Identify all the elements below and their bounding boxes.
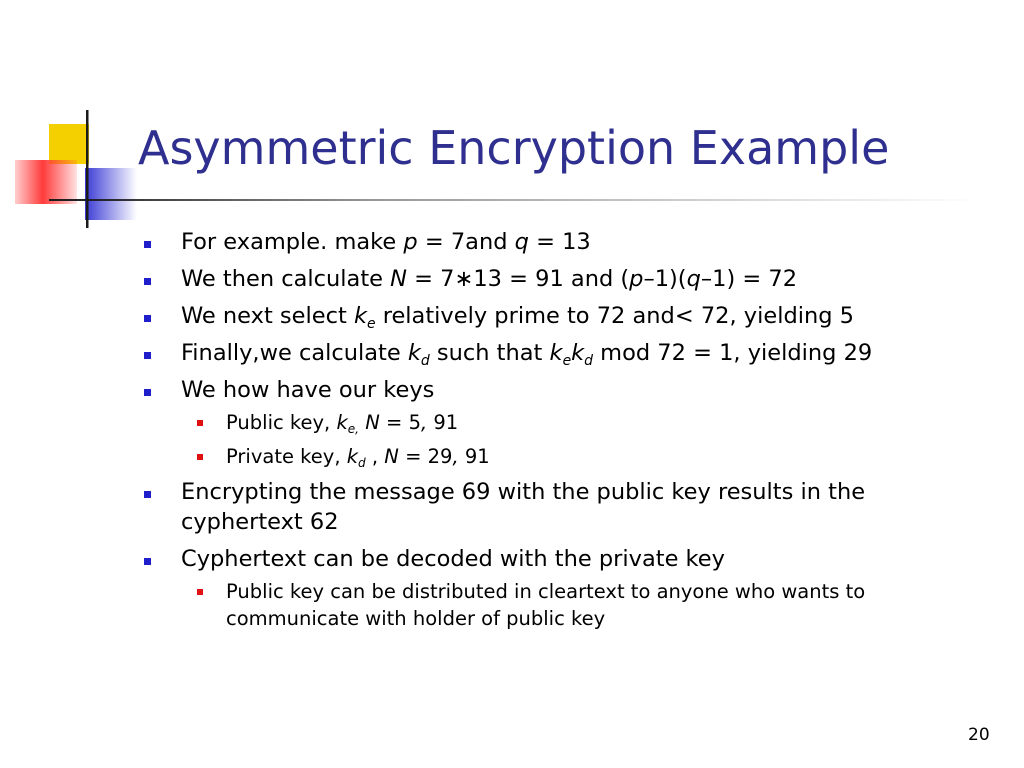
yellow-square [49,124,89,164]
horizontal-rule [49,199,979,201]
bullet-item: Finally,we calculate $k_d$ such that $k_ek_d$ mod 72 = 1, yielding 29 [140,338,970,368]
bullet-item: We next select $k_e$ relatively prime to 72 and< 72, yielding 5 [140,301,970,331]
sub-bullet-item: Public key, $k_{e,}$ N = 5, 91 [140,409,970,436]
sub-bullet-item: Private key, $k_d$ , N = 29, 91 [140,443,970,470]
vertical-rule [86,110,89,228]
bullet-item: We how have our keys [140,375,970,405]
slide-title: Asymmetric Encryption Example [138,121,890,175]
bullet-item: We then calculate N = 7∗13 = 91 and (p–1)(q–1) = 72 [140,264,970,294]
bullet-item: Cyphertext can be decoded with the private key [140,544,970,574]
red-square [15,160,77,204]
slide-body [140,227,970,639]
page-number: 20 [968,725,990,745]
bullet-item: Encrypting the message 69 with the public key results in the cyphertext 62 [140,477,970,537]
bullet-item: For example. make p = 7and q = 13 [140,227,970,257]
sub-bullet-item: Public key can be distributed in cleartext to anyone who wants to communicate with holder of public key [140,578,970,632]
blue-square [85,168,137,220]
